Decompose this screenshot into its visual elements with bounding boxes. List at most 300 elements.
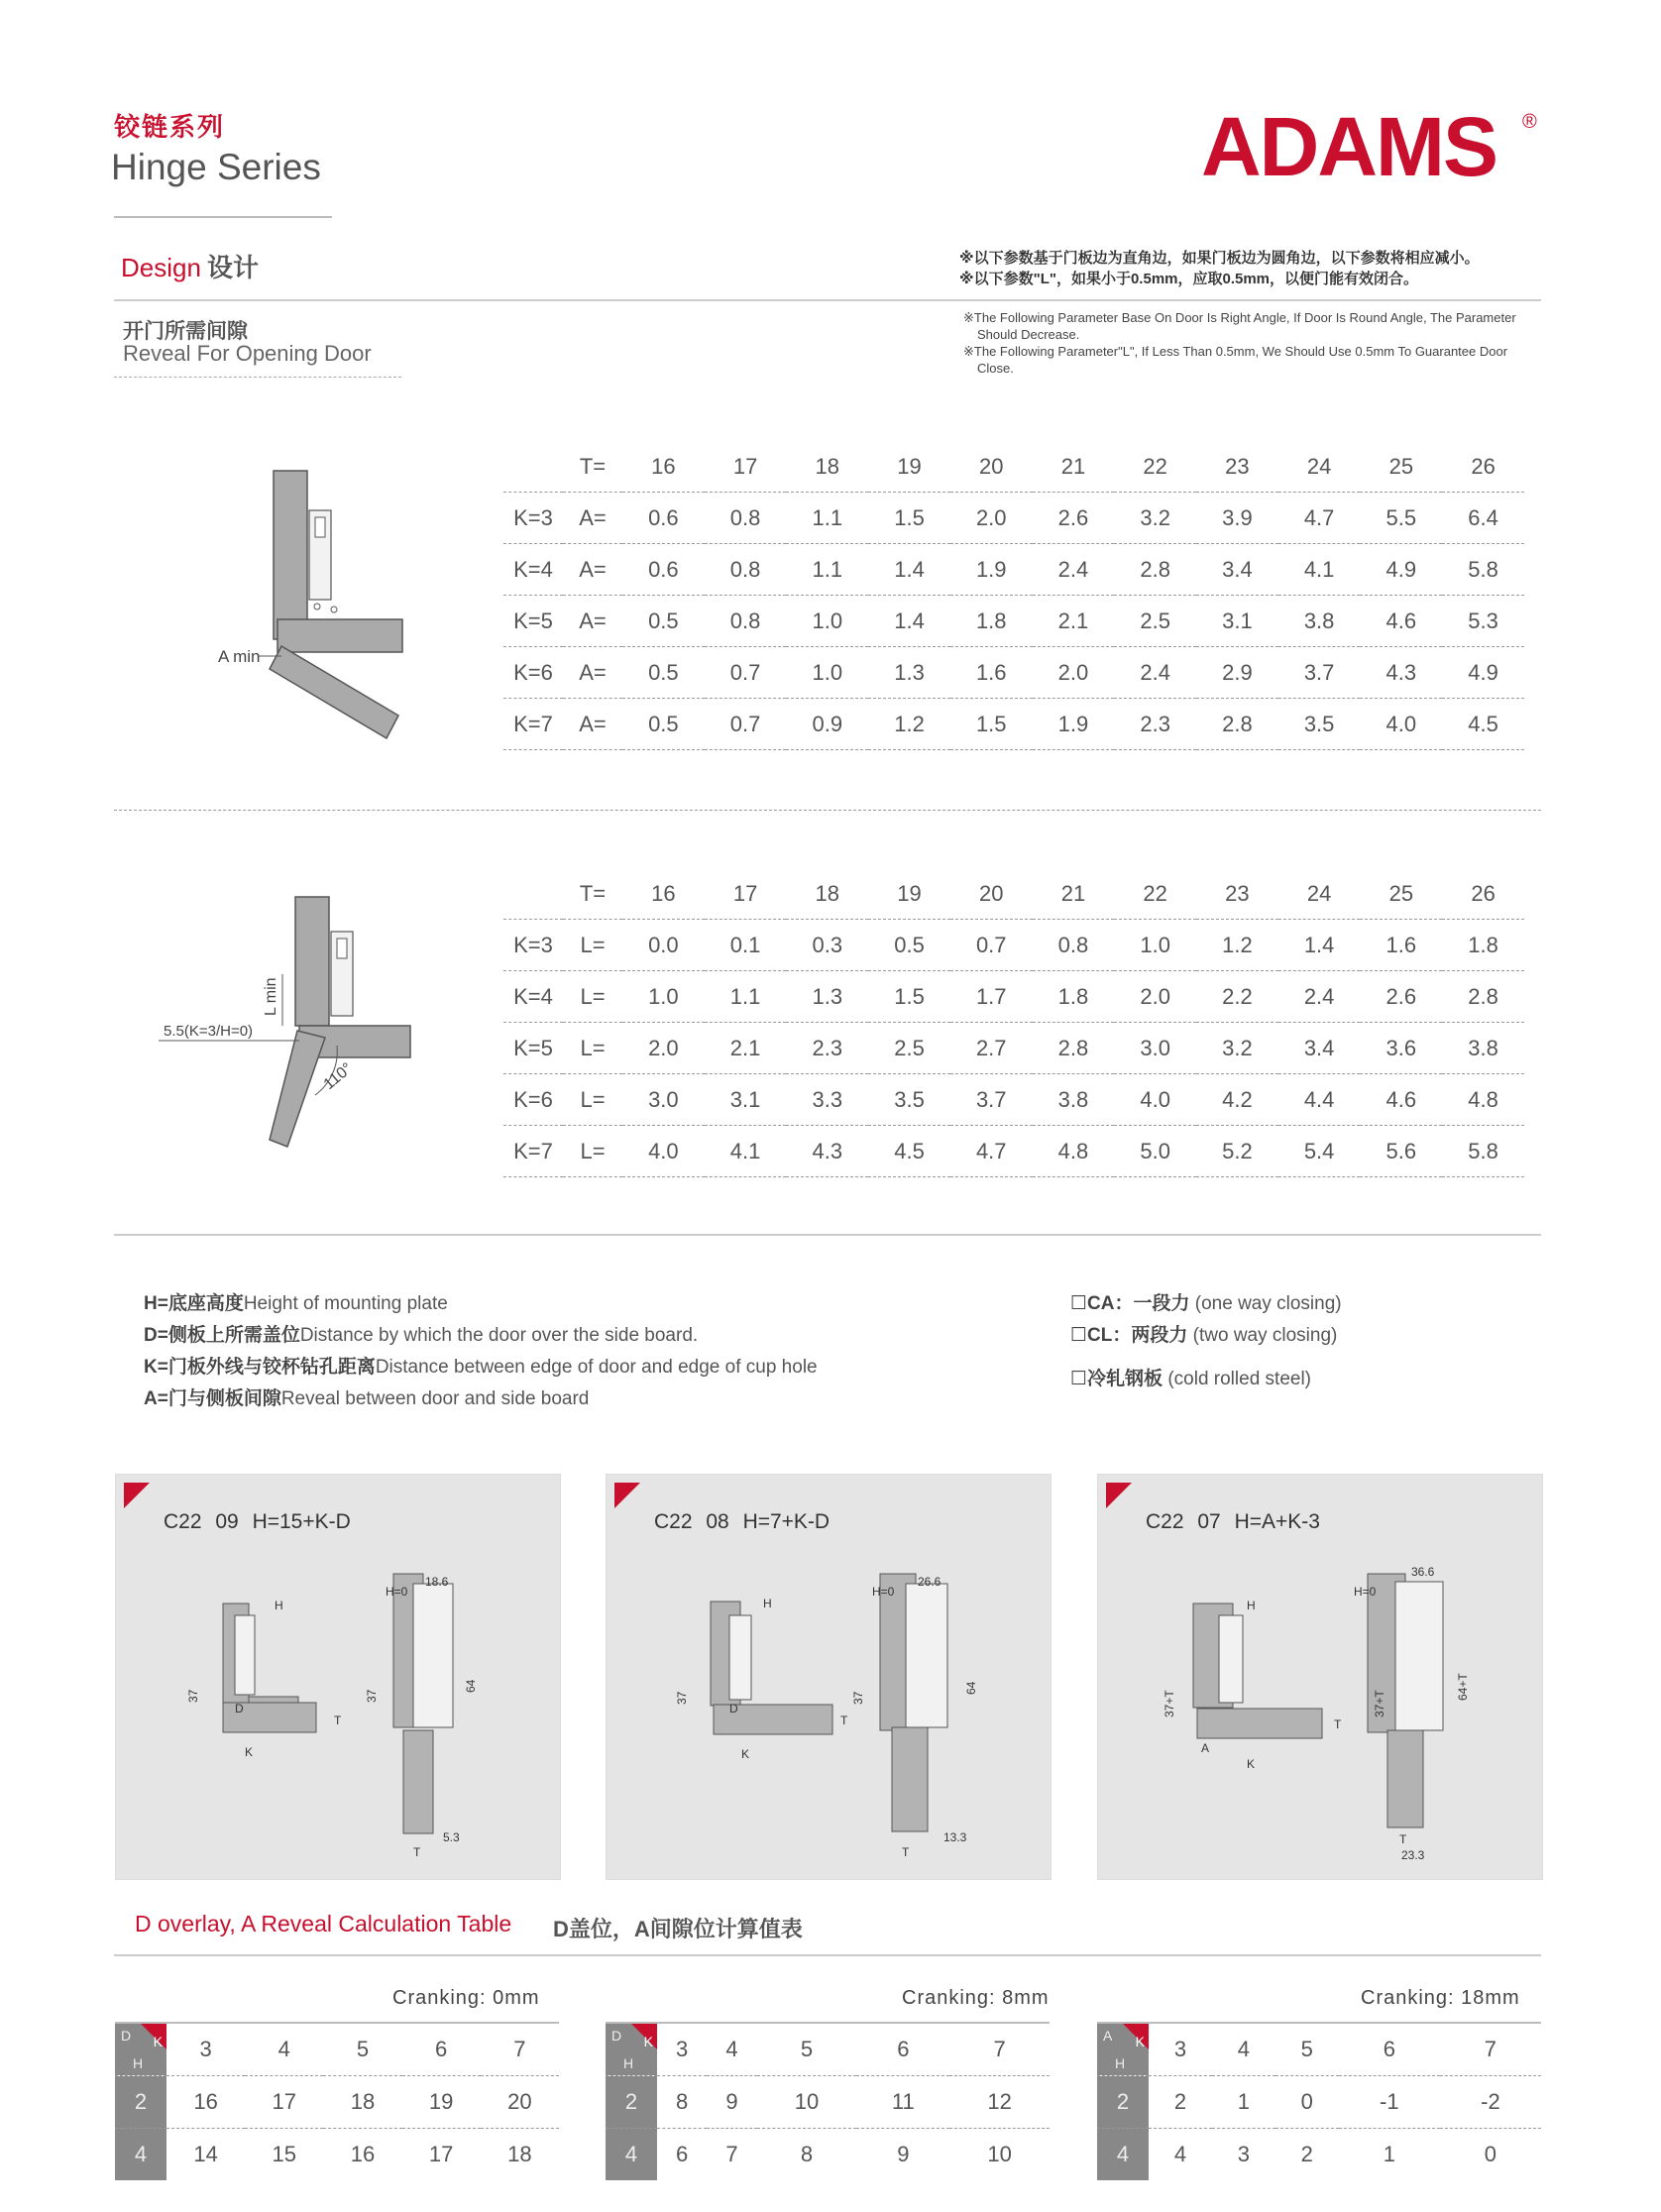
value-text: T — [902, 1845, 910, 1859]
value-text: 2.1 — [1033, 596, 1115, 647]
divider — [114, 1234, 1541, 1236]
value-text: 5.2 — [1196, 1126, 1278, 1177]
note-cn-1: ※以下参数基于门板边为直角边，如果门板边为圆角边，以下参数将相应减小。 — [959, 250, 1480, 267]
value-text: -2 — [1440, 2076, 1541, 2129]
value-text: 1.4 — [868, 544, 950, 596]
table-row — [503, 1126, 1524, 1177]
value-text: 2.4 — [1278, 971, 1361, 1023]
value-text: 25 — [1360, 441, 1442, 493]
value-text: K — [1135, 2034, 1145, 2049]
value-text: 0 — [1275, 2076, 1339, 2129]
value-text: K=3 — [503, 920, 563, 971]
value-text: C22 09 — [164, 1510, 239, 1533]
value-text: (two way closing) — [1187, 1325, 1338, 1346]
reveal-l-diagram — [159, 887, 436, 1155]
value-text: 1.1 — [786, 493, 868, 544]
value-text: K — [643, 2034, 653, 2049]
value-text: K — [741, 1747, 750, 1761]
value-text: 2.8 — [1114, 544, 1196, 596]
value-text: 19 — [868, 868, 950, 920]
value-text: 64 — [964, 1681, 978, 1695]
design-label: Design — [121, 253, 201, 282]
value-text: L= — [563, 920, 622, 971]
cranking-label: Cranking: 8mm — [902, 1987, 1050, 2009]
value-text: 7 — [725, 2142, 738, 2166]
value-text: 0.8 — [705, 596, 787, 647]
value-text: 2 — [1097, 2076, 1149, 2129]
value-text: 4.7 — [950, 1126, 1033, 1177]
value-text: T — [413, 1845, 421, 1859]
value-text: H — [133, 2055, 144, 2071]
value-text: L= — [563, 971, 622, 1023]
hinge-drawing — [607, 1475, 1051, 1879]
table-row — [503, 493, 1524, 544]
value-text: 7 — [1440, 2023, 1541, 2076]
table-corner — [115, 2023, 166, 2076]
value-text: 2.5 — [1114, 596, 1196, 647]
value-text: K=6 — [503, 647, 563, 699]
value-text: 3.0 — [622, 1074, 705, 1126]
design-heading — [121, 248, 259, 284]
value-text: 15 — [272, 2142, 297, 2166]
notes-cn — [959, 248, 1480, 289]
legend-item — [1070, 1320, 1342, 1352]
l-min-label: L min — [263, 977, 279, 1016]
value-text: 1.4 — [868, 596, 950, 647]
value-text: L= — [563, 1126, 622, 1177]
value-text: A= — [563, 699, 622, 750]
value-text: 2.3 — [786, 1023, 868, 1074]
notes-en — [963, 309, 1518, 377]
legend-right — [1070, 1288, 1342, 1395]
value-text: 1.8 — [950, 596, 1033, 647]
value-text: C22 08 — [654, 1510, 729, 1533]
table-row — [115, 2076, 559, 2129]
value-text: 1.3 — [786, 971, 868, 1023]
value-text: 19 — [402, 2076, 481, 2129]
value-text: 21 — [1033, 868, 1115, 920]
table-row — [1097, 2076, 1541, 2129]
value-text: 9 — [897, 2142, 910, 2166]
value-text: ☐CL：两段力 — [1070, 1325, 1188, 1346]
value-text: Distance between edge of door and edge of cup hole — [375, 1357, 818, 1378]
value-text: 9 — [707, 2076, 756, 2129]
registered-mark: ® — [1522, 111, 1537, 133]
value-text: 1.0 — [622, 971, 705, 1023]
value-text: 0.5 — [622, 699, 705, 750]
value-text: 2.8 — [1033, 1023, 1115, 1074]
value-text: 8 — [657, 2076, 707, 2129]
value-text: 20 — [950, 441, 1033, 493]
series-title-cn: 铰链系列 — [114, 112, 226, 142]
value-text: (cold rolled steel) — [1163, 1369, 1311, 1389]
legend-item — [1070, 1288, 1342, 1320]
value-text: 7 — [481, 2023, 559, 2076]
value-text: 2.6 — [1033, 493, 1115, 544]
value-text: K=门板外线与铰杯钻孔距离 — [144, 1357, 376, 1378]
value-text: K=7 — [503, 1126, 563, 1177]
legend-item — [144, 1352, 818, 1383]
value-text: 0.7 — [705, 699, 787, 750]
series-title: Hinge Series — [111, 147, 321, 187]
value-text: 0.8 — [1033, 920, 1115, 971]
value-text: 17 — [705, 868, 787, 920]
value-text: 3 — [166, 2023, 245, 2076]
value-text: Distance by which the door over the side board. — [299, 1325, 699, 1346]
value-text: 2.8 — [1196, 699, 1278, 750]
value-text: H=0 — [872, 1585, 895, 1599]
value-text: 23.3 — [1401, 1848, 1425, 1862]
value-text: 1.0 — [786, 596, 868, 647]
reveal-heading-cn: 开门所需间隙 — [123, 320, 248, 343]
value-text: 1.8 — [1033, 971, 1115, 1023]
value-text: 5.8 — [1442, 544, 1524, 596]
value-text: 3.2 — [1114, 493, 1196, 544]
value-text: 4.7 — [1278, 493, 1361, 544]
offset-label: 5.5(K=3/H=0) — [164, 1023, 254, 1040]
value-text: A= — [563, 493, 622, 544]
value-text: D — [235, 1702, 244, 1715]
value-text: 3.1 — [705, 1074, 787, 1126]
value-text: H=0 — [1354, 1585, 1377, 1599]
value-text: L= — [563, 1074, 622, 1126]
value-text: 1.7 — [950, 971, 1033, 1023]
value-text: 0.8 — [705, 544, 787, 596]
value-text: 1.8 — [1442, 920, 1524, 971]
hinge-drawing — [116, 1475, 560, 1879]
value-text: 4.8 — [1033, 1126, 1115, 1177]
value-text: 16 — [166, 2076, 245, 2129]
note-en-2: ※The Following Parameter"L", If Less Than 0.5mm, We Should Use 0.5mm To Guarantee Door Close. — [963, 344, 1508, 376]
value-text: 1.1 — [786, 544, 868, 596]
value-text: 18 — [323, 2076, 401, 2129]
legend-item — [1070, 1364, 1342, 1395]
value-text: 2.0 — [622, 1023, 705, 1074]
value-text: 1.0 — [1114, 920, 1196, 971]
value-text: 4.9 — [1442, 647, 1524, 699]
value-text: 4.8 — [1442, 1074, 1524, 1126]
design-label-cn: 设计 — [206, 253, 259, 282]
value-text: 0.1 — [705, 920, 787, 971]
value-text: L= — [563, 1023, 622, 1074]
value-text: Height of mounting plate — [243, 1293, 448, 1314]
value-text: 14 — [193, 2142, 218, 2166]
t-label: T= — [563, 441, 622, 493]
cranking-label: Cranking: 18mm — [1361, 1987, 1520, 2009]
value-text: K=4 — [503, 971, 563, 1023]
value-text: 6 — [676, 2142, 689, 2166]
value-text: 16 — [622, 441, 705, 493]
value-text: 1.5 — [950, 699, 1033, 750]
calc-table-18mm — [1097, 2022, 1541, 2180]
value-text: A= — [563, 544, 622, 596]
value-text: D — [611, 2028, 622, 2044]
value-text: H=底座高度 — [144, 1293, 244, 1314]
value-text: K=4 — [503, 544, 563, 596]
value-text: 3.3 — [786, 1074, 868, 1126]
value-text: 10 — [757, 2076, 857, 2129]
value-text: 12 — [949, 2076, 1050, 2129]
value-text: 23 — [1196, 441, 1278, 493]
value-text: 2.5 — [868, 1023, 950, 1074]
value-text: 4.9 — [1360, 544, 1442, 596]
value-text: 4.1 — [705, 1126, 787, 1177]
brand-logo: ADAMS — [1201, 100, 1496, 193]
value-text: K — [1247, 1757, 1256, 1771]
value-text: H — [623, 2055, 634, 2071]
angle-label: 110° — [320, 1059, 357, 1094]
value-text: 2 — [1149, 2076, 1212, 2129]
value-text: 4.2 — [1196, 1074, 1278, 1126]
value-text: 3.8 — [1442, 1023, 1524, 1074]
value-text: H — [1247, 1599, 1256, 1612]
value-text: 5.6 — [1360, 1126, 1442, 1177]
reveal-l-table — [503, 868, 1524, 1177]
table-row — [503, 699, 1524, 750]
calc-table-0mm — [115, 2022, 559, 2180]
value-text: 64+T — [1456, 1673, 1470, 1701]
reveal-a-table — [503, 441, 1524, 750]
value-text: H=A+K-3 — [1234, 1510, 1320, 1533]
value-text: 10 — [987, 2142, 1012, 2166]
value-text: 6 — [402, 2023, 481, 2076]
value-text: 2.4 — [1033, 544, 1115, 596]
value-text: 1.5 — [868, 971, 950, 1023]
calc-table-title: D overlay, A Reveal Calculation Table — [135, 1911, 512, 1936]
value-text: Reveal between door and side board — [280, 1388, 590, 1409]
value-text: 37 — [186, 1689, 200, 1703]
value-text: 0.3 — [786, 920, 868, 971]
value-text: 37 — [365, 1689, 379, 1703]
value-text: ☐CA：一段力 — [1070, 1293, 1190, 1314]
value-text: 4 — [1097, 2129, 1149, 2181]
value-text: 37 — [675, 1691, 689, 1705]
value-text: H — [1115, 2055, 1126, 2071]
value-text: 16 — [350, 2142, 376, 2166]
value-text: H=15+K-D — [252, 1510, 351, 1533]
value-text: 2 — [606, 2076, 657, 2129]
value-text: 4.6 — [1360, 596, 1442, 647]
value-text: 4 — [707, 2023, 756, 2076]
value-text: 1.2 — [1196, 920, 1278, 971]
value-text: -1 — [1339, 2076, 1440, 2129]
value-text: 0.7 — [950, 920, 1033, 971]
value-text: 2 — [115, 2076, 166, 2129]
value-text: 3 — [1237, 2142, 1250, 2166]
value-text: H — [275, 1599, 283, 1612]
value-text: 3.5 — [868, 1074, 950, 1126]
hinge-panel-c2208 — [606, 1474, 1052, 1880]
value-text: 1.6 — [1360, 920, 1442, 971]
table-row — [606, 2129, 1050, 2181]
value-text: 3.7 — [950, 1074, 1033, 1126]
value-text: D — [121, 2028, 132, 2044]
value-text: T — [840, 1714, 848, 1727]
value-text: 5.5 — [1360, 493, 1442, 544]
table-row — [1097, 2129, 1541, 2181]
value-text: 17 — [705, 441, 787, 493]
legend-item — [144, 1288, 818, 1320]
value-text: 23 — [1196, 868, 1278, 920]
value-text: 4.3 — [1360, 647, 1442, 699]
value-text: 0.0 — [622, 920, 705, 971]
legend-item — [144, 1383, 818, 1415]
value-text: 2.3 — [1114, 699, 1196, 750]
value-text: 37 — [851, 1691, 865, 1705]
cranking-label: Cranking: 0mm — [392, 1987, 540, 2009]
value-text: 2 — [1300, 2142, 1313, 2166]
value-text: 4.1 — [1278, 544, 1361, 596]
value-text: 2.2 — [1196, 971, 1278, 1023]
value-text: 3.5 — [1278, 699, 1361, 750]
value-text: 3.9 — [1196, 493, 1278, 544]
value-text: 5 — [323, 2023, 401, 2076]
value-text: 3.4 — [1278, 1023, 1361, 1074]
value-text: 18 — [786, 441, 868, 493]
value-text: 4.3 — [786, 1126, 868, 1177]
value-text: 4 — [115, 2129, 166, 2181]
value-text: 3.8 — [1278, 596, 1361, 647]
value-text: 1.0 — [786, 647, 868, 699]
value-text: K — [245, 1745, 254, 1759]
value-text: 0.5 — [868, 920, 950, 971]
value-text: 5 — [757, 2023, 857, 2076]
value-text: 4.6 — [1360, 1074, 1442, 1126]
value-text: 0.6 — [622, 544, 705, 596]
table-row — [606, 2076, 1050, 2129]
value-text: T — [1399, 1832, 1407, 1846]
note-en-1: ※The Following Parameter Base On Door Is Right Angle, If Door Is Round Angle, The Parameter Should Decrease. — [963, 310, 1516, 342]
value-text: 3.8 — [1033, 1074, 1115, 1126]
value-text: 0.5 — [622, 647, 705, 699]
value-text: 21 — [1033, 441, 1115, 493]
value-text: 4 — [606, 2129, 657, 2181]
value-text: 5.3 — [1442, 596, 1524, 647]
value-text: 4 — [245, 2023, 323, 2076]
value-text: 2.0 — [950, 493, 1033, 544]
value-text: 8 — [800, 2142, 814, 2166]
value-text: 3.6 — [1360, 1023, 1442, 1074]
value-text: T — [334, 1714, 342, 1727]
table-row — [503, 596, 1524, 647]
value-text: 24 — [1278, 868, 1361, 920]
value-text: 1.1 — [705, 971, 787, 1023]
value-text: 2.7 — [950, 1023, 1033, 1074]
value-text: 4 — [1212, 2023, 1275, 2076]
value-text: 1.4 — [1278, 920, 1361, 971]
value-text: 2.0 — [1033, 647, 1115, 699]
value-text: K=5 — [503, 596, 563, 647]
reveal-heading: Reveal For Opening Door — [123, 341, 372, 366]
value-text: 0.6 — [622, 493, 705, 544]
table-row — [503, 971, 1524, 1023]
value-text: 4 — [1173, 2142, 1187, 2166]
divider — [114, 1954, 1541, 1956]
table-row — [503, 647, 1524, 699]
divider — [114, 216, 332, 218]
value-text: 4.4 — [1278, 1074, 1361, 1126]
value-text: 3.4 — [1196, 544, 1278, 596]
value-text: A= — [563, 596, 622, 647]
value-text: T= — [563, 868, 622, 920]
table-header-row — [503, 868, 1524, 920]
value-text: 17 — [428, 2142, 454, 2166]
reveal-a-diagram — [198, 456, 436, 743]
value-text: 24 — [1278, 441, 1361, 493]
value-text: 2.9 — [1196, 647, 1278, 699]
table-header-row — [503, 441, 1524, 493]
value-text: D — [729, 1702, 738, 1715]
value-text: 4.5 — [868, 1126, 950, 1177]
value-text: D=侧板上所需盖位 — [144, 1325, 300, 1346]
value-text: 5.8 — [1442, 1126, 1524, 1177]
value-text: ☐冷轧钢板 — [1070, 1369, 1163, 1389]
value-text: H=7+K-D — [742, 1510, 830, 1533]
value-text: 3 — [1149, 2023, 1212, 2076]
table-row — [503, 1074, 1524, 1126]
value-text: 3.7 — [1278, 647, 1361, 699]
hinge-panel-c2209 — [115, 1474, 561, 1880]
value-text: 37+T — [1163, 1690, 1176, 1717]
value-text: 3.0 — [1114, 1023, 1196, 1074]
calc-table-title-cn: D盖位，A间隙位计算值表 — [553, 1917, 803, 1941]
value-text: 0.7 — [705, 647, 787, 699]
value-text: 2.6 — [1360, 971, 1442, 1023]
value-text: K=3 — [503, 493, 563, 544]
value-text: 36.6 — [1411, 1565, 1435, 1579]
value-text: 18 — [786, 868, 868, 920]
value-text: 1.9 — [950, 544, 1033, 596]
value-text: 3 — [657, 2023, 707, 2076]
table-corner — [606, 2023, 657, 2076]
value-text: 37+T — [1373, 1690, 1386, 1717]
value-text: 3.2 — [1196, 1023, 1278, 1074]
value-text: 4.0 — [622, 1126, 705, 1177]
value-text: K — [153, 2034, 163, 2049]
legend-item — [144, 1320, 818, 1352]
note-cn-2: ※以下参数"L"，如果小于0.5mm，应取0.5mm，以便门能有效闭合。 — [959, 271, 1419, 287]
value-text: 11 — [856, 2076, 949, 2129]
value-text: A — [1201, 1741, 1210, 1755]
value-text: 2.1 — [705, 1023, 787, 1074]
value-text: 1.9 — [1033, 699, 1115, 750]
value-text: 5.0 — [1114, 1126, 1196, 1177]
value-text: 1.6 — [950, 647, 1033, 699]
calc-table-8mm — [606, 2022, 1050, 2180]
value-text: H=0 — [386, 1585, 408, 1599]
value-text: 19 — [868, 441, 950, 493]
value-text: 18 — [507, 2142, 532, 2166]
value-text: 4.0 — [1114, 1074, 1196, 1126]
value-text: 3.1 — [1196, 596, 1278, 647]
value-text: 64 — [464, 1679, 478, 1693]
value-text: 22 — [1114, 868, 1196, 920]
value-text: 26 — [1442, 441, 1524, 493]
divider — [114, 810, 1541, 811]
hinge-drawing — [1098, 1475, 1542, 1879]
value-text: 20 — [950, 868, 1033, 920]
value-text: 5.3 — [443, 1830, 460, 1844]
value-text: 1 — [1212, 2076, 1275, 2129]
value-text: 22 — [1114, 441, 1196, 493]
value-text: K=5 — [503, 1023, 563, 1074]
value-text: 16 — [622, 868, 705, 920]
table-corner — [1097, 2023, 1149, 2076]
table-row — [503, 1023, 1524, 1074]
value-text: K=6 — [503, 1074, 563, 1126]
value-text: 1.5 — [868, 493, 950, 544]
value-text: 26.6 — [918, 1575, 941, 1589]
